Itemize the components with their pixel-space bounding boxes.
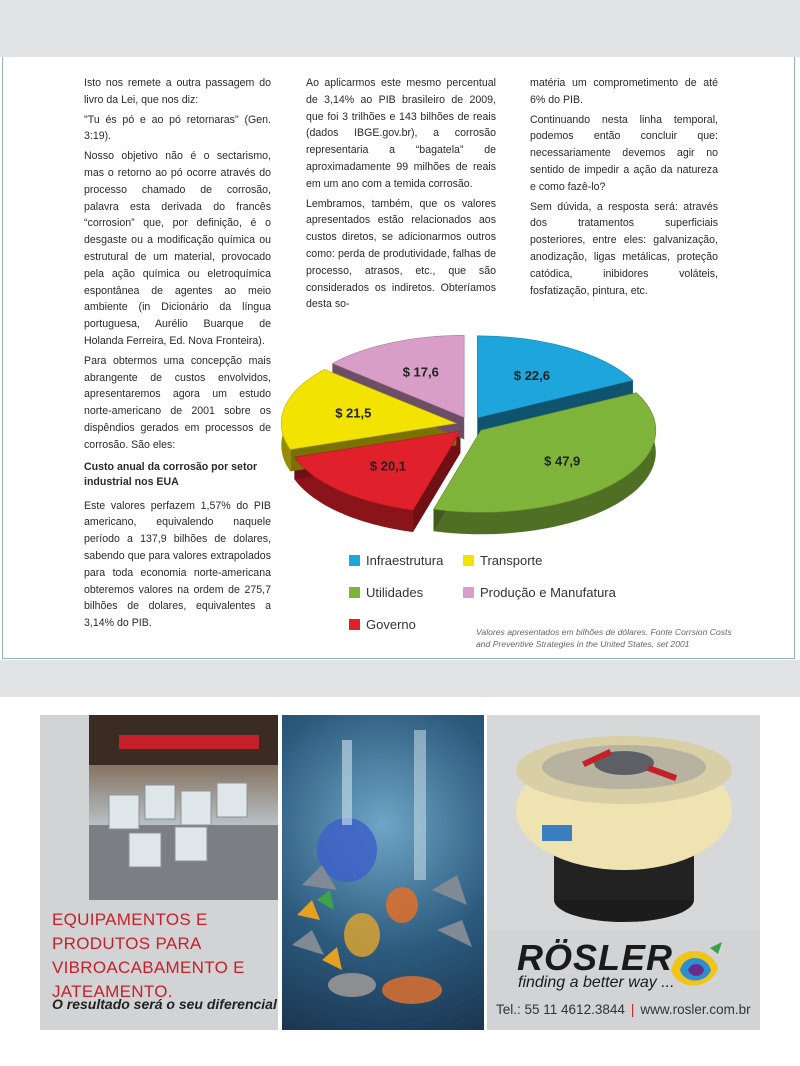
top-band — [0, 0, 800, 57]
pie-value-label: $ 47,9 — [544, 453, 581, 469]
paragraph: matéria um comprometimento de até 6% do PIB. — [530, 77, 718, 106]
legend-swatch — [463, 555, 474, 566]
ad-headline: EQUIPAMENTOS E PRODUTOS PARA VIBROACABAMENTO E JATEAMENTO. — [52, 910, 245, 1001]
rosler-logo: RÖSLER — [517, 937, 674, 978]
pie-value-label: $ 21,5 — [335, 405, 372, 421]
rosler-emblem-icon — [666, 940, 726, 995]
legend-item-utilidades: Utilidades — [349, 585, 423, 600]
paragraph: Ao aplicarmos este mesmo percentual de 3,14% ao PIB brasileiro de 2009, que foi 3 trilhões e 143 bilhões de reais (dados IBGE.gov.br), a corrosão representaria a “bagatela” de aproximadamente 99 milhões de reais em um ano com a temida corrosão. — [306, 77, 496, 190]
article-column-1 — [84, 75, 271, 635]
paragraph: Isto nos remete a outra passagem do livro da Lei, que nos diz: — [84, 77, 271, 106]
lab-glassware-photo — [282, 715, 484, 1030]
paragraph: Para obtermos uma concepção mais abrangente de custos envolvidos, apresentaremos agora um estudo norte-americano de 2001 sobre os dispêndios gerados em processos de corrosão. São eles: — [84, 354, 271, 451]
factory-photo — [89, 715, 278, 900]
ad-tagline: O resultado será o seu diferencial — [52, 996, 277, 1012]
chart-source-note: Valores apresentados em bilhões de dólares. Fonte Corrsion Costs and Preventive Strategies in the United States, set 2001 — [476, 627, 732, 649]
corrosion-cost-pie-chart — [280, 335, 680, 545]
legend-item-infraestrutura: Infraestrutura — [349, 553, 443, 568]
legend-swatch — [349, 587, 360, 598]
bottom-band — [0, 660, 800, 697]
legend-item-governo: Governo — [349, 617, 416, 632]
article-column-2 — [306, 75, 496, 316]
pie-value-label: $ 17,6 — [402, 364, 439, 380]
pie-value-label: $ 22,6 — [513, 367, 551, 383]
legend-swatch — [349, 619, 360, 630]
contact-line — [496, 1002, 751, 1017]
legend-item-transporte: Transporte — [463, 553, 542, 568]
vibratory-machine-photo — [487, 715, 760, 930]
article-column-3 — [530, 75, 718, 302]
website-link[interactable]: www.rosler.com.br — [640, 1002, 751, 1017]
paragraph: Este valores perfazem 1,57% do PIB americano, equivalendo naquele período a 137,9 bilhões de dolares, sabendo que para valores extrapolados para toda economia norte-americana obteremos valores na ordem de 275,7 bilhões de dolares, equivalentes a 3,14% do PIB. — [84, 499, 271, 630]
section-subheading: Custo anual da corrosão por setor industrial nos EUA — [84, 460, 258, 488]
brand-slogan: finding a better way ... — [518, 974, 675, 991]
pie-value-label: $ 20,1 — [369, 458, 407, 474]
phone-number: Tel.: 55 11 4612.3844 — [496, 1002, 625, 1017]
paragraph: Continuando nesta linha temporal, podemos então concluir que: necessariamente devemos agir no sentido de impedir a ação da natureza e como fazê-lo? — [530, 113, 718, 193]
paragraph: "Tu és pó e ao pó retornaras" (Gen. 3:19). — [84, 113, 271, 143]
legend-swatch — [349, 555, 360, 566]
separator: | — [630, 1002, 635, 1017]
paragraph: Nosso objetivo não é o sectarismo, mas o retorno ao pó ocorre através do processo chamado de corrosão, palavra esta derivada do francês “corrosion” que, por definição, é o desgaste ou a modificação química ou estrutural de um material, provocado pela ação química ou eletroquímica espontânea de agentes ao meio ambiente (in Dicionário da língua portuguesa, Aurélio Buarque de Holanda Ferreira, Ed. Nova Fronteira). — [84, 150, 271, 347]
legend-item-producao: Produção e Manufatura — [463, 585, 616, 600]
legend-swatch — [463, 587, 474, 598]
paragraph: Lembramos, também, que os valores apresentados estão relacionados aos custos diretos, se adicionarmos outros como: perda de produtividade, falhas de processo, atrasos, etc., que são considerados os indiretos. Obteríamos desta so- — [306, 197, 496, 311]
paragraph: Sem dúvida, a resposta será: através dos tratamentos superficiais posteriores, entre eles: galvanização, anodização, ligas metálicas, proteção catódica, inibidores voláteis, fosfatização, pintura, etc. — [530, 200, 718, 297]
